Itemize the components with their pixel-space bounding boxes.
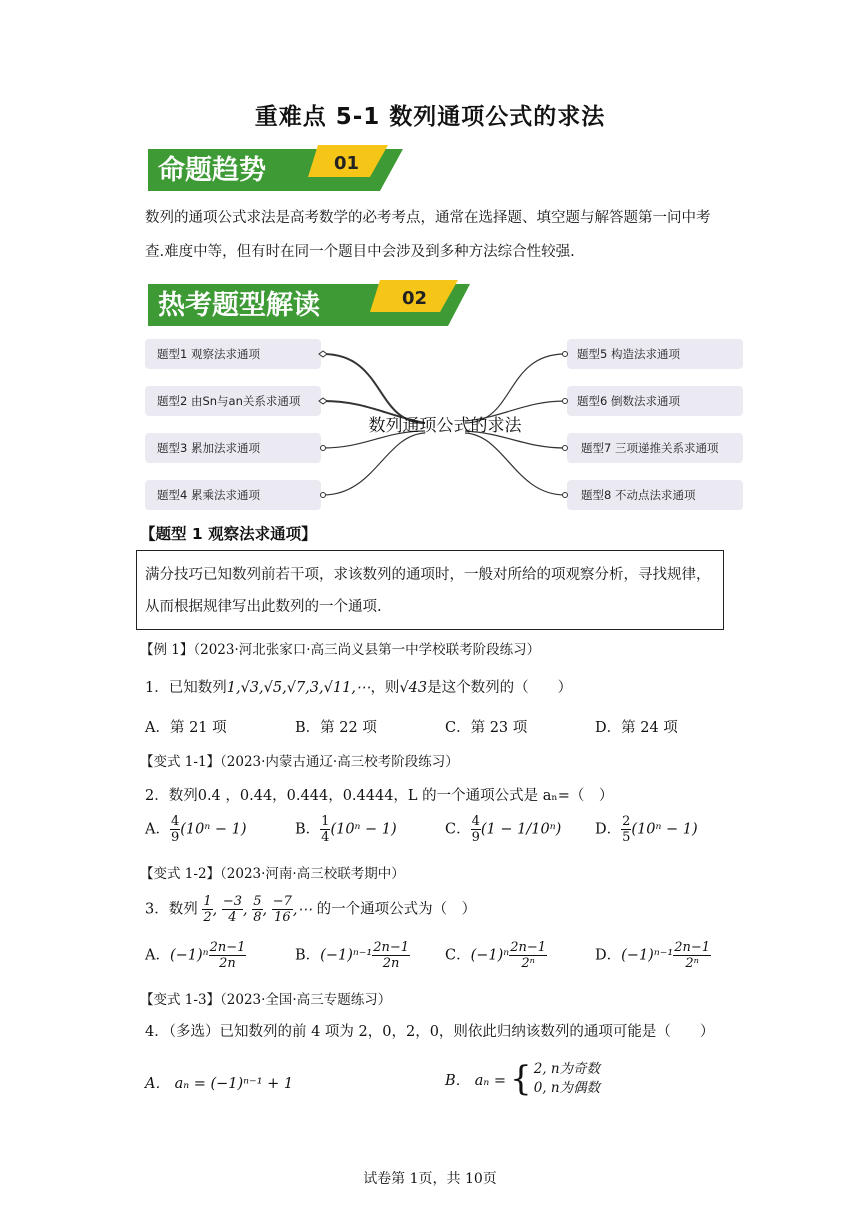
example1-source: 【例 1】（2023·河北张家口·高三尚义县第一中学校联考阶段练习） <box>140 642 541 658</box>
page-footer: 试卷第 1页，共 10页 <box>363 1171 497 1187</box>
q2-option-c[interactable]: C． $\frac{4}{9}$ (1 − 1/10ⁿ) <box>445 814 562 845</box>
q1-option-c[interactable]: C．第 23 项 <box>445 720 528 736</box>
q1-option-d[interactable]: D．第 24 项 <box>595 720 678 736</box>
mindmap-item: 题型6 倒数法求通项 <box>577 394 680 408</box>
q3-option-b[interactable]: B．(−1)ⁿ⁻¹ $\frac{2n-1}{2n}$ <box>295 940 410 971</box>
banner1-text: 命题趋势 <box>158 155 266 186</box>
example3-source: 【变式 1-2】（2023·河南·高三校联考期中） <box>140 866 405 882</box>
mindmap-left-boxes <box>145 339 321 510</box>
q3-option-c[interactable]: C．(−1)ⁿ $\frac{2n-1}{\text{2ⁿ}}$ <box>445 940 546 971</box>
mindmap-item: 题型3 累加法求通项 <box>157 441 260 455</box>
q3-option-a[interactable]: A．(−1)ⁿ $\frac{2n-1}{2n}$ <box>145 940 246 971</box>
mindmap-item: 题型5 构造法求通项 <box>577 347 680 361</box>
example2-source: 【变式 1-1】（2023·内蒙古通辽·高三校考阶段练习） <box>140 754 459 770</box>
q1-option-a[interactable]: A．第 21 项 <box>145 720 227 736</box>
section-heading-type1: 【题型 1 观察法求通项】 <box>140 525 317 543</box>
example4-question: 4．（多选）已知数列的前 4 项为 2，0，2，0，则依此归纳该数列的通项可能是（ ） <box>145 1024 715 1040</box>
q1-mid: ，则 <box>370 680 400 696</box>
q1-sequence: 1,√3,√5,√7,3,√11,⋯ <box>226 680 371 696</box>
q2-option-d[interactable]: D． $\frac{2}{5}$ (10ⁿ − 1) <box>595 814 698 845</box>
q1-target: √43 <box>399 680 428 696</box>
mindmap-item: 题型1 观察法求通项 <box>157 347 260 361</box>
mindmap-item: 题型7 三项递推关系求通项 <box>581 441 719 455</box>
example1-question <box>145 676 572 697</box>
section-banner-hot <box>148 280 478 324</box>
example2-question: 2．数列0.4 ，0.44，0.444，0.4444，L 的一个通项公式是 aₙ=（ ） <box>145 788 614 804</box>
mindmap-center: 数列通项公式的求法 <box>368 416 522 436</box>
page-title: 重难点 5-1 数列通项公式的求法 <box>254 104 606 130</box>
q2-option-a[interactable]: A． $\frac{4}{9}$ (10ⁿ − 1) <box>145 814 247 845</box>
q3-option-d[interactable]: D．(−1)ⁿ⁻¹ $\frac{2n-1}{\text{2ⁿ}}$ <box>595 940 710 971</box>
q4-option-b[interactable]: B． aₙ = { 2, n为奇数 0, n为偶数 <box>445 1059 601 1099</box>
mindmap-right-boxes <box>567 339 743 510</box>
mindmap-item: 题型4 累乘法求通项 <box>157 488 260 502</box>
q4-option-a[interactable]: A． aₙ = (−1)ⁿ⁻¹ + 1 <box>145 1076 294 1092</box>
q1-num: 1．已知数列 <box>145 680 227 696</box>
banner1-num: 01 <box>334 153 360 174</box>
mindmap-item: 题型2 由Sn与an关系求通项 <box>157 394 301 408</box>
q1-tail: 是这个数列的（ ） <box>427 680 573 696</box>
intro-paragraph: 数列的通项公式求法是高考数学的必考考点，通常在选择题、填空题与解答题第一问中考查.难度中等，但有时在同一个题目中会涉及到多种方法综合性较强. <box>145 210 711 260</box>
mindmap-item: 题型8 不动点法求通项 <box>581 488 696 502</box>
q1-option-b[interactable]: B．第 22 项 <box>295 720 377 736</box>
banner2-num: 02 <box>402 288 428 309</box>
mindmap <box>145 335 745 515</box>
q3-sequence: $\frac{1}{2}$ , $\frac{-3}{4}$ , $\frac{5}{8}$ , $\frac{-7}{16}$ ,⋯ <box>203 894 317 925</box>
banner2-text: 热考题型解读 <box>158 290 320 321</box>
section-banner-trend <box>148 145 408 189</box>
q2-option-b[interactable]: B． $\frac{1}{4}$ (10ⁿ − 1) <box>295 814 397 845</box>
tip-box: 满分技巧已知数列前若干项，求该数列的通项时，一般对所给的项观察分析，寻找规律，从而根据规律写出此数列的一个通项. <box>136 550 724 630</box>
example3-question: 3．数列 $\frac{1}{2}$ , $\frac{-3}{4}$ , $\frac{5}{8}$ , $\frac{-7}{16}$ ,⋯ 的一个通项公式为（ ） <box>145 894 477 925</box>
example4-source: 【变式 1-3】（2023·全国·高三专题练习） <box>140 992 392 1008</box>
